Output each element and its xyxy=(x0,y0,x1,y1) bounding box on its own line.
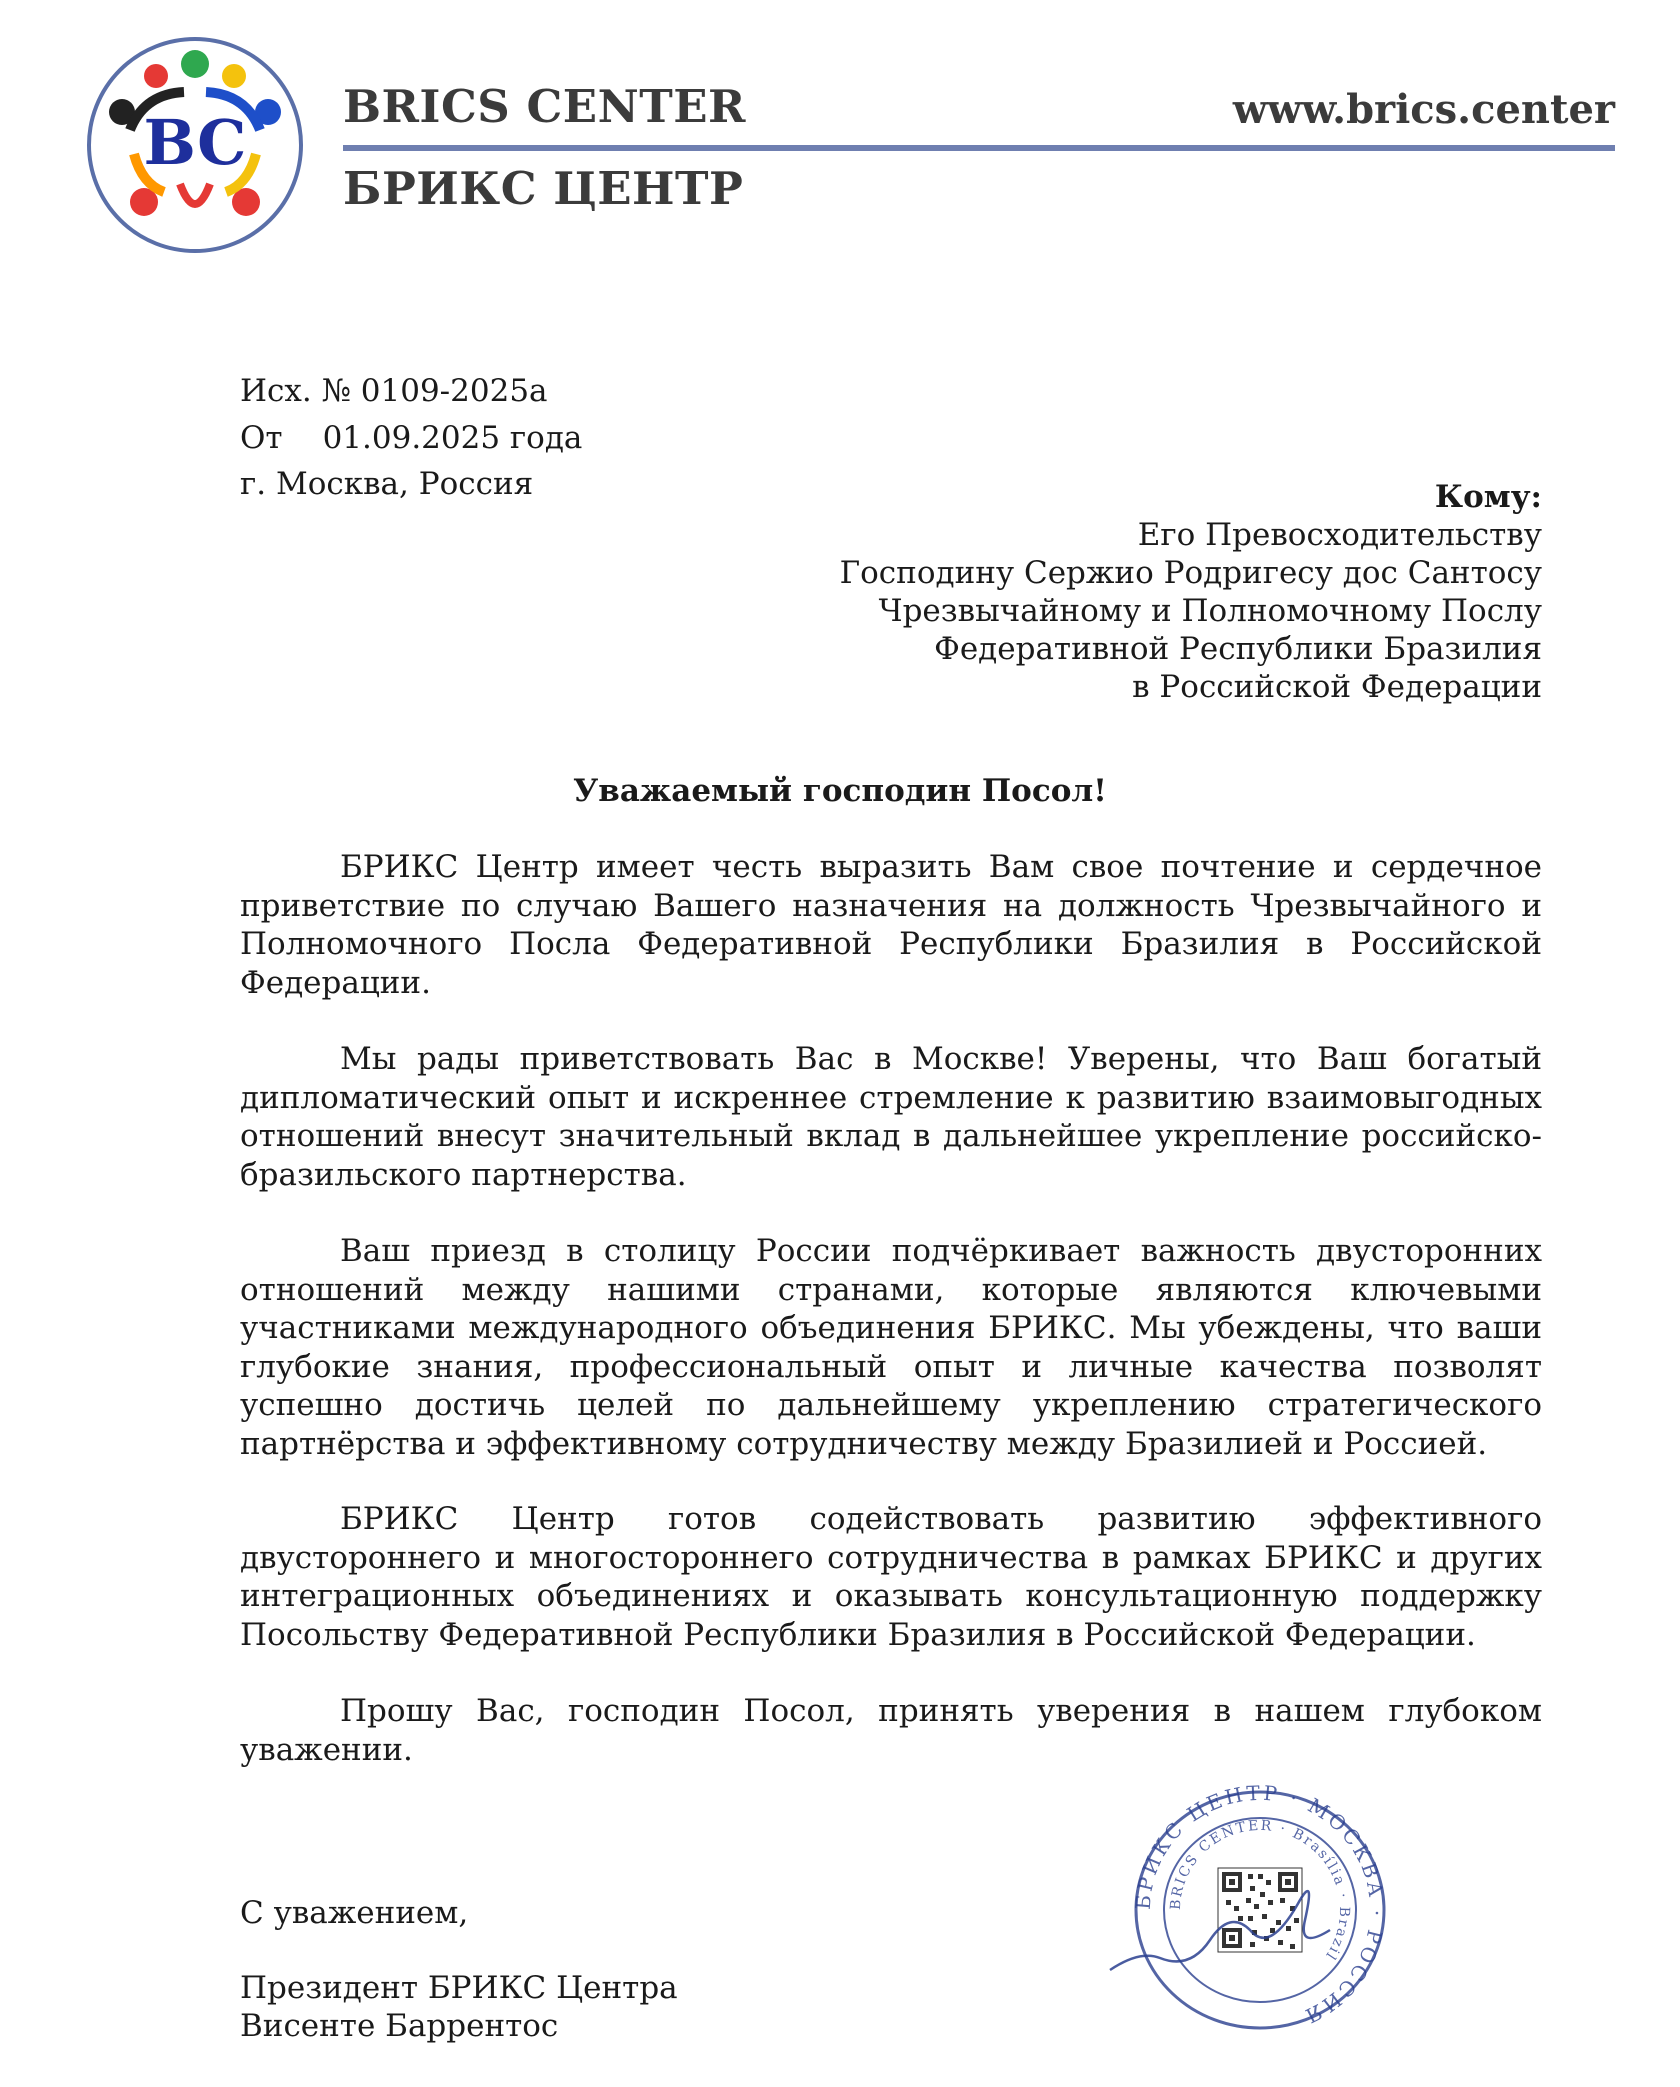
header-divider xyxy=(343,145,1615,151)
addressee-line: Федеративной Республики Бразилия xyxy=(934,631,1542,667)
letter-place: г. Москва, Россия xyxy=(240,466,534,502)
body-paragraph: БРИКС Центр готов содействовать развитию эффективного двустороннего и многостороннего сотрудничества в рамках БРИКС и других интеграционных объединениях и оказывать консультационную поддержку Посольству Федеративной Республики Бразилия в Российской Федерации. xyxy=(240,1501,1542,1653)
stamp-outer-text: БРИКС ЦЕНТР · МОСКВА · РОССИЯ xyxy=(1130,1780,1390,2030)
signer-name: Висенте Баррентос xyxy=(240,2008,559,2044)
body-paragraph: Прошу Вас, господин Посол, принять уверения в нашем глубоком уважении. xyxy=(240,1693,1542,1768)
date-value: 01.09.2025 года xyxy=(322,420,583,456)
brics-center-logo xyxy=(84,34,306,256)
date-label: От xyxy=(240,420,283,456)
addressee-line: Его Превосходительству xyxy=(1137,517,1542,553)
body-paragraph: Ваш приезд в столицу России подчёркивает важность двусторонних отношений между нашими странами, которые являются ключевыми участниками международного объединения БРИКС. Мы убеждены, что ваши глубокие знания, профессиональный опыт и личные качества позволят успешно достичь целей по дальнейшему укреплению стратегического партнёрства и эффективному сотрудничеству между Бразилией и Россией. xyxy=(240,1233,1542,1462)
logo-text: BC xyxy=(143,106,247,179)
org-name-en: BRICS CENTER xyxy=(343,80,746,133)
body-paragraph: Мы рады приветствовать Вас в Москве! Уверены, что Ваш богатый дипломатический опыт и искреннее стремление к развитию взаимовыгодных отношений внесут значительный вклад в дальнейшее укрепление российско-бразильского партнерства. xyxy=(240,1041,1542,1193)
addressee-line: Чрезвычайному и Полномочному Послу xyxy=(878,593,1542,629)
salutation: Уважаемый господин Посол! xyxy=(573,773,1107,809)
closing-regards: С уважением, xyxy=(240,1895,469,1931)
official-stamp xyxy=(1100,1780,1400,2040)
letter-date xyxy=(240,420,583,456)
website-link[interactable]: www.brics.center xyxy=(1232,86,1615,133)
addressee-line: в Российской Федерации xyxy=(1132,669,1542,705)
stamp-inner-text: BRICS CENTER · Brasília · Brazil xyxy=(1167,1817,1353,1964)
qr-code xyxy=(1218,1868,1302,1952)
addressee-line: Господину Сержио Родригесу дос Сантосу xyxy=(839,555,1542,591)
addressee-block xyxy=(742,478,1542,706)
org-name-ru: БРИКС ЦЕНТР xyxy=(343,162,744,215)
reference-number: Исх. № 0109-2025а xyxy=(240,373,548,409)
body-paragraph: БРИКС Центр имеет честь выразить Вам свое почтение и сердечное приветствие по случаю Вашего назначения на должность Чрезвычайного и Полномочного Посла Федеративной Республики Бразилия в Российской Федерации. xyxy=(240,849,1542,1001)
addressee-label: Кому: xyxy=(1434,479,1542,515)
signer-position: Президент БРИКС Центра xyxy=(240,1970,678,2006)
